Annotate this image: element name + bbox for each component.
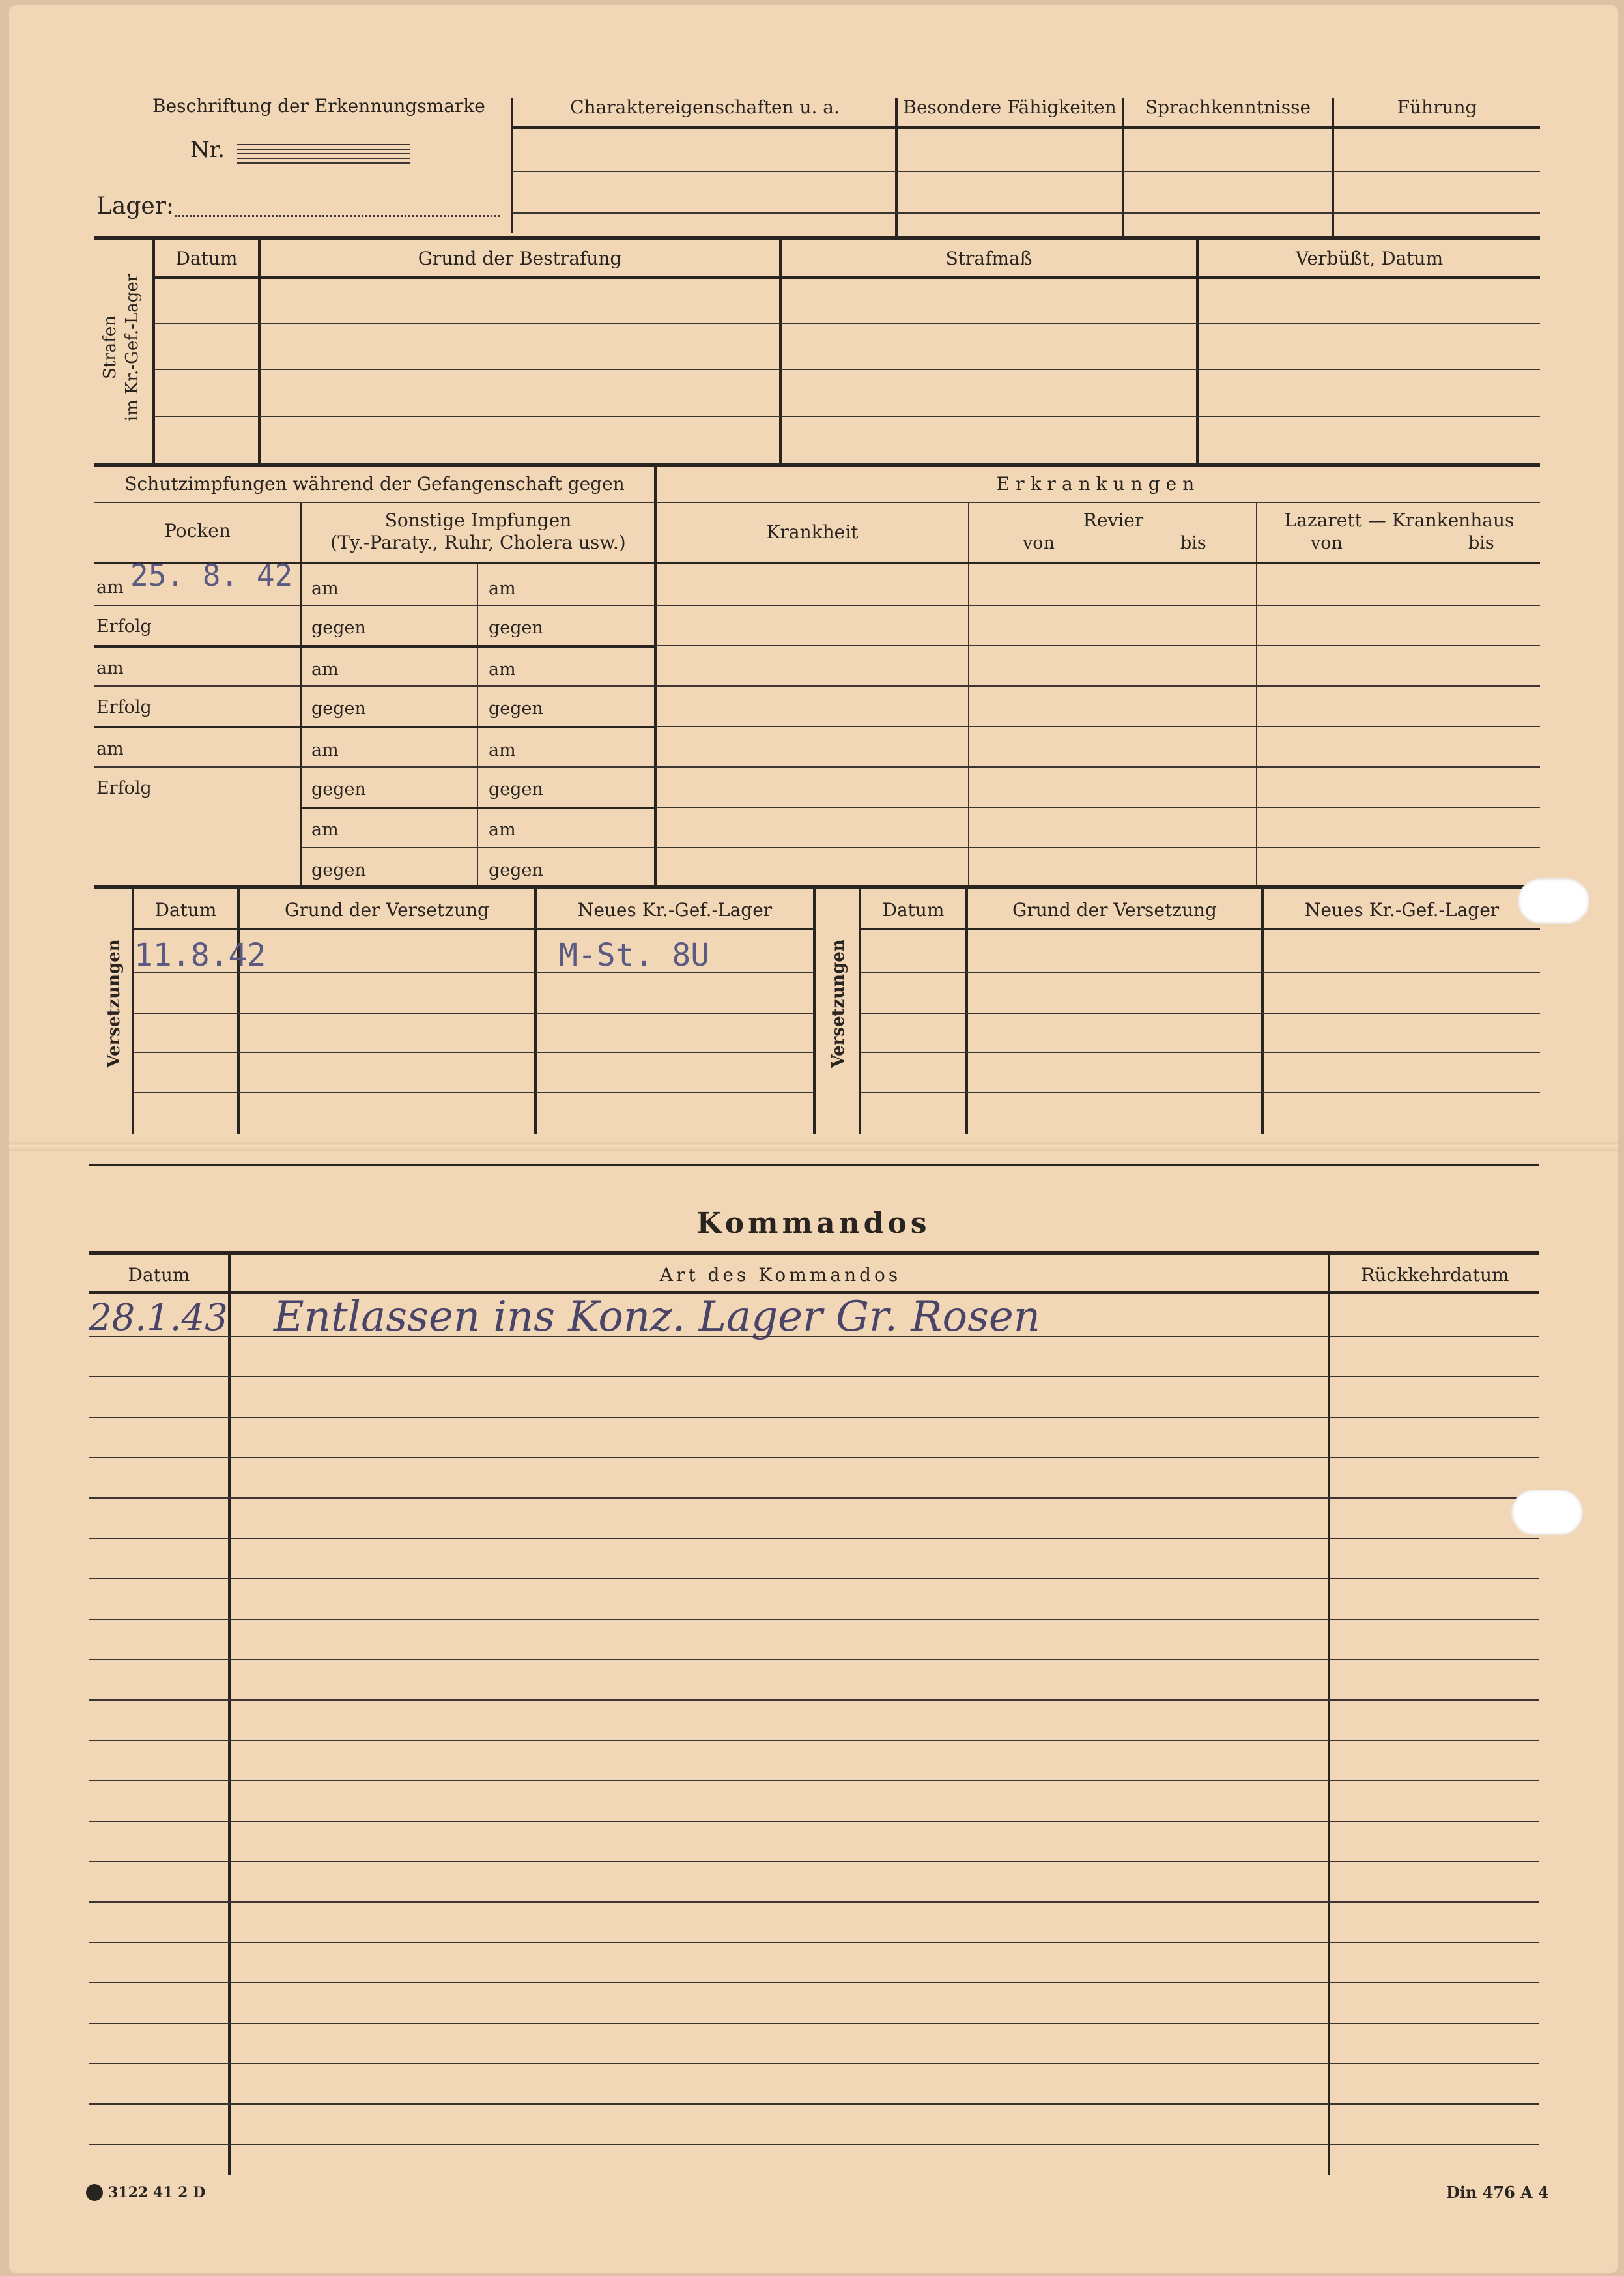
punch-hole	[1518, 878, 1589, 924]
ruled-line	[89, 2063, 1539, 2064]
sonstige-label-1: Sonstige Impfungen	[384, 510, 572, 531]
versetzungen-left-header-lager: Neues Kr.-Gef.-Lager	[577, 899, 773, 921]
ruled-line	[89, 1740, 1539, 1741]
versetzung-datum-entry: 11.8.42	[134, 937, 266, 973]
pocken-am-2: am	[96, 658, 124, 678]
versetzungen-left-header-grund: Grund der Versetzung	[285, 899, 489, 921]
versetzungen-right-header-grund: Grund der Versetzung	[1012, 899, 1217, 921]
sonstige-am: am	[489, 579, 516, 599]
ruled-line	[89, 2023, 1539, 2024]
ruled-line	[89, 1861, 1539, 1862]
ruled-line	[89, 1821, 1539, 1822]
lazarett-bis: bis	[1468, 533, 1494, 553]
revier-bis: bis	[1180, 533, 1206, 553]
pocken-am-1: am	[96, 577, 124, 598]
versetzung-lager-entry: M-St. 8U	[559, 937, 710, 973]
ruled-line	[89, 1417, 1539, 1418]
header-charaktereigenschaften: Charaktereigenschaften u. a.	[570, 96, 840, 118]
header-fuehrung: Führung	[1397, 96, 1477, 118]
pocken-am-3: am	[96, 739, 124, 759]
ruled-line	[89, 1538, 1539, 1539]
sonstige-am: am	[489, 740, 516, 760]
erkrankungen-title: Erkrankungen	[996, 473, 1201, 495]
kommando-art-entry: Entlassen ins Konz. Lager Gr. Rosen	[274, 1293, 1040, 1341]
lager-label: Lager:	[96, 193, 175, 220]
sonstige-label-2: (Ty.-Paraty., Ruhr, Cholera usw.)	[330, 532, 626, 553]
strafen-header-strafmass: Strafmaß	[945, 248, 1033, 269]
versetzungen-side-label-right: Versetzungen	[829, 939, 848, 1068]
kommandos-header-rueckkehr: Rückkehrdatum	[1361, 1264, 1509, 1286]
form-page	[9, 5, 1618, 2273]
lazarett-label: Lazarett — Krankenhaus	[1284, 510, 1515, 531]
footer-form-number: 3122 41 2 D	[108, 2184, 206, 2201]
ruled-line	[89, 2144, 1539, 2145]
lazarett-von: von	[1311, 533, 1343, 553]
sonstige-am: am	[311, 820, 339, 840]
page-fold	[9, 1142, 1618, 1151]
ruled-line	[89, 1699, 1539, 1701]
sonstige-gegen: gegen	[311, 618, 366, 638]
ruled-line	[89, 2103, 1539, 2105]
sonstige-gegen: gegen	[311, 699, 366, 719]
pocken-date-stamp: 25. 8. 42	[130, 558, 293, 593]
pocken-erfolg-3: Erfolg	[96, 778, 152, 798]
strafen-header-datum: Datum	[175, 248, 238, 269]
sonstige-am: am	[311, 659, 339, 680]
erkennungsmarke-label: Beschriftung der Erkennungsmarke	[152, 95, 485, 117]
sonstige-am: am	[489, 659, 516, 680]
header-sprachkenntnisse: Sprachkenntnisse	[1145, 96, 1311, 118]
versetzungen-side-label-left: Versetzungen	[104, 939, 124, 1068]
strafen-header-verbuesst: Verbüßt, Datum	[1295, 248, 1444, 269]
sonstige-gegen: gegen	[311, 860, 366, 880]
ruled-line	[89, 1659, 1539, 1660]
sonstige-gegen: gegen	[489, 699, 543, 719]
revier-label: Revier	[1083, 510, 1144, 531]
footer-din: Din 476 A 4	[1446, 2183, 1549, 2202]
ruled-line	[89, 1578, 1539, 1579]
ruled-line	[89, 1619, 1539, 1620]
printer-mark-icon	[86, 2184, 103, 2201]
pocken-erfolg-2: Erfolg	[96, 697, 152, 717]
kommandos-header-datum: Datum	[128, 1264, 190, 1286]
ruled-line	[89, 1982, 1539, 1983]
kommandos-header-art: Art des Kommandos	[659, 1264, 902, 1286]
nr-label: Nr.	[190, 137, 225, 163]
ruled-line	[89, 1376, 1539, 1377]
sonstige-am: am	[311, 740, 339, 760]
kommando-datum-entry: 28.1.43	[89, 1297, 228, 1339]
ruled-line	[89, 1497, 1539, 1499]
ruled-line	[89, 1336, 1539, 1337]
sonstige-am: am	[311, 579, 339, 599]
ruled-line	[89, 1901, 1539, 1903]
punch-hole	[1511, 1490, 1583, 1535]
lager-field[interactable]	[175, 215, 500, 217]
ruled-line	[89, 1942, 1539, 1943]
versetzungen-right-header-datum: Datum	[882, 899, 945, 921]
ruled-line	[89, 1457, 1539, 1458]
sonstige-gegen: gegen	[489, 618, 543, 638]
revier-von: von	[1023, 533, 1055, 553]
kommandos-title: Kommandos	[696, 1207, 931, 1240]
sonstige-gegen: gegen	[489, 779, 543, 799]
strafen-side-label: Strafen im Kr.-Gef.-Lager	[100, 273, 142, 422]
header-besondere-faehigkeiten: Besondere Fähigkeiten	[903, 96, 1117, 118]
ruled-line	[89, 1780, 1539, 1781]
impfungen-title: Schutzimpfungen während der Gefangenschaft gegen	[124, 473, 625, 495]
strafen-header-grund: Grund der Bestrafung	[418, 248, 622, 269]
krankheit-label: Krankheit	[766, 521, 859, 543]
versetzungen-left-header-datum: Datum	[154, 899, 217, 921]
pocken-erfolg-1: Erfolg	[96, 616, 152, 637]
sonstige-gegen: gegen	[489, 860, 543, 880]
versetzungen-right-header-lager: Neues Kr.-Gef.-Lager	[1304, 899, 1500, 921]
sonstige-am: am	[489, 820, 516, 840]
nr-field[interactable]	[237, 141, 410, 167]
sonstige-gegen: gegen	[311, 779, 366, 799]
pocken-label: Pocken	[164, 520, 231, 541]
